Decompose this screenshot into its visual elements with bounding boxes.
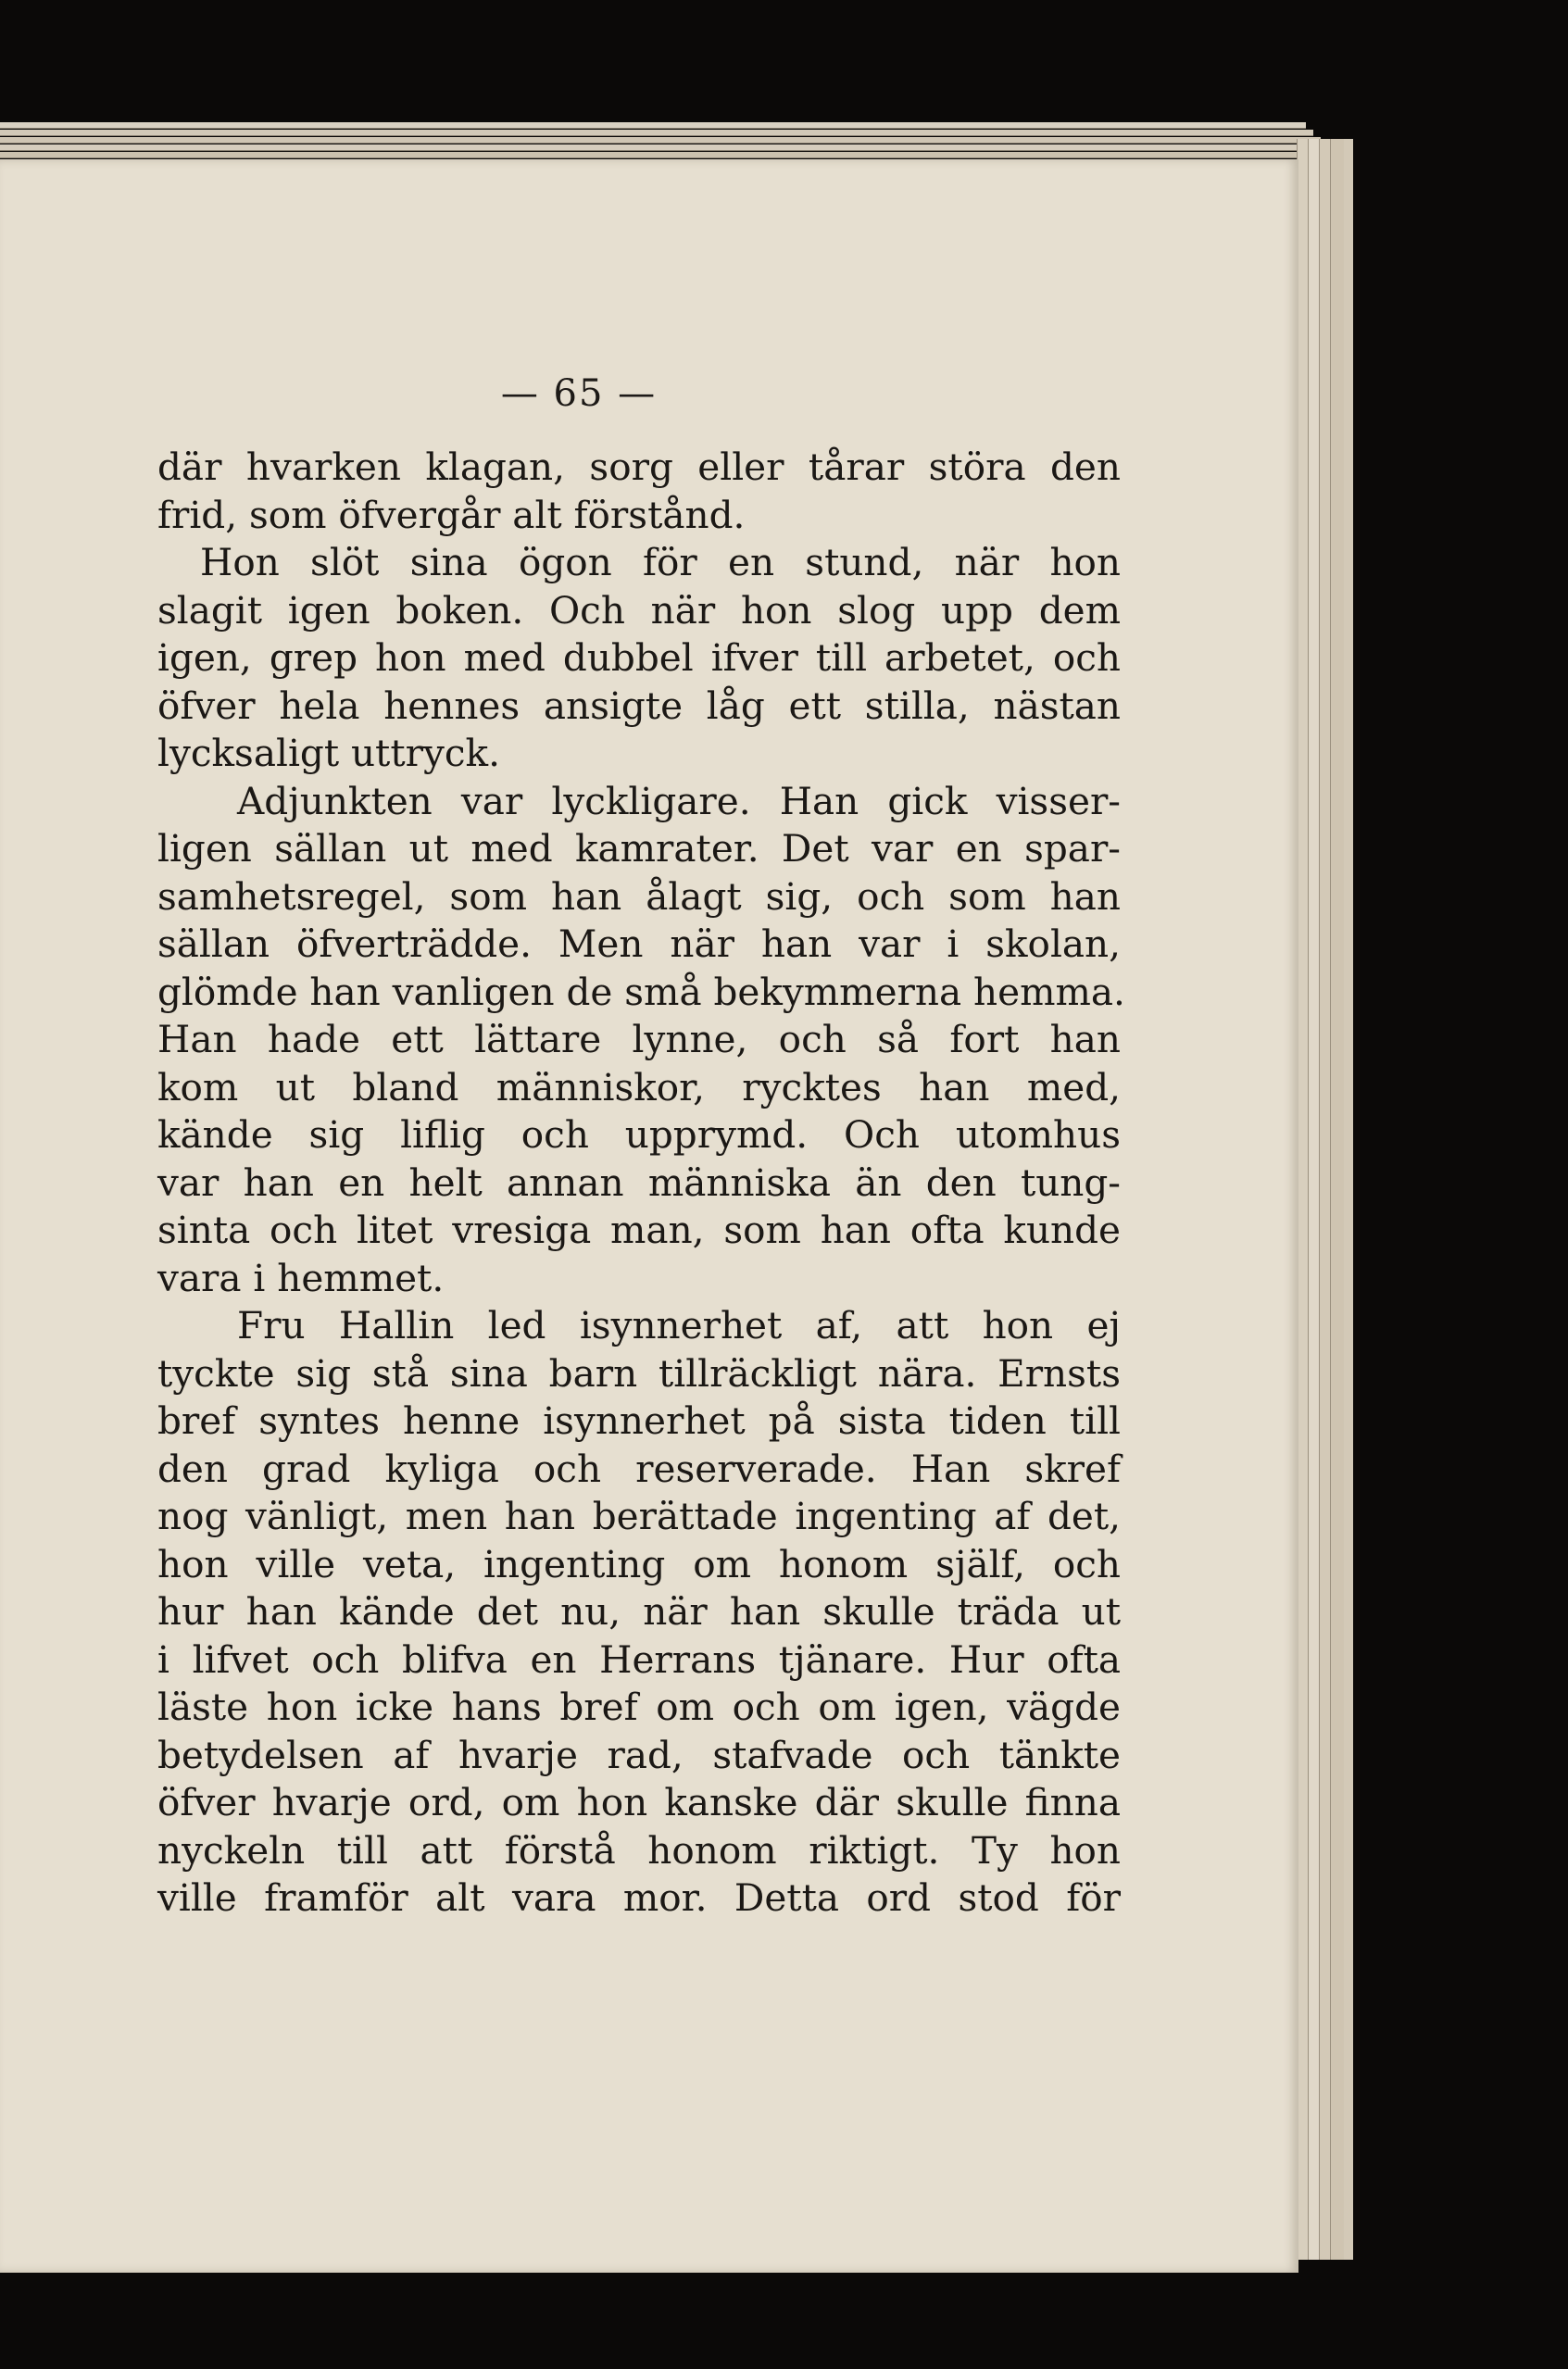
page-number: — 65 — bbox=[500, 372, 658, 415]
text-line: hur han kände det nu, när han skulle träda ut bbox=[157, 1589, 1121, 1634]
page-stack bbox=[1330, 139, 1344, 2260]
text-line: lycksaligt uttryck. bbox=[157, 731, 500, 775]
text-line: vara i hemmet. bbox=[157, 1255, 445, 1300]
text-line: Adjunkten var lyckligare. Han gick visser- bbox=[237, 778, 1121, 823]
text-line: Fru Hallin led isynnerhet af, att hon ej bbox=[237, 1303, 1121, 1347]
text-line: hon ville veta, ingenting om honom själf, och bbox=[157, 1541, 1121, 1586]
text-line: nyckeln till att förstå honom riktigt. Ty hon bbox=[157, 1827, 1121, 1873]
text-line: ville framför alt vara mor. Detta ord stod för bbox=[157, 1875, 1121, 1920]
page-edge bbox=[0, 130, 1313, 136]
page-edge bbox=[0, 137, 1321, 144]
text-line: tyckte sig stå sina barn tillräckligt nära. Ernsts bbox=[157, 1350, 1121, 1396]
text-line: i lifvet och blifva en Herrans tjänare. Hur ofta bbox=[157, 1636, 1121, 1682]
text-line: kände sig liflig och upprymd. Och utomhus bbox=[157, 1112, 1121, 1157]
text-line: nog vänligt, men han berättade ingenting af det, bbox=[157, 1494, 1121, 1538]
text-line: sällan öfverträdde. Men när han var i skolan, bbox=[157, 921, 1121, 966]
text-line: betydelsen af hvarje rad, stafvade och tänkte bbox=[157, 1732, 1121, 1777]
page-edge bbox=[0, 144, 1328, 151]
text-line: bref syntes henne isynnerhet på sista tiden till bbox=[157, 1398, 1121, 1443]
text-line: kom ut bland människor, rycktes han med, bbox=[157, 1064, 1121, 1109]
text-line: slagit igen boken. Och när hon slog upp dem bbox=[157, 587, 1121, 633]
page-edge bbox=[0, 122, 1306, 129]
text-line: öfver hvarje ord, om hon kanske där skulle finna bbox=[157, 1780, 1121, 1824]
text-line: Han hade ett lättare lynne, och så fort han bbox=[157, 1017, 1121, 1061]
text-line: öfver hela hennes ansigte låg ett stilla, nästan bbox=[157, 683, 1121, 728]
text-line: var han en helt annan människa än den tung- bbox=[157, 1159, 1121, 1205]
book-page bbox=[0, 159, 1298, 2273]
text-line: ligen sällan ut med kamrater. Det var en spar- bbox=[157, 826, 1121, 871]
text-line: där hvarken klagan, sorg eller tårar störa den bbox=[157, 445, 1121, 489]
text-line: Hon slöt sina ögon för en stund, när hon bbox=[200, 540, 1121, 584]
text-line: läste hon icke hans bref om och om igen, vägde bbox=[157, 1685, 1121, 1729]
text-line: glömde han vanligen de små bekymmerna hemma. bbox=[157, 969, 1125, 1014]
body-text bbox=[157, 444, 1125, 1923]
text-line: frid, som öfvergår alt förstånd. bbox=[157, 492, 746, 537]
page-edge bbox=[0, 152, 1336, 158]
text-line: sinta och litet vresiga man, som han ofta kunde bbox=[157, 1208, 1121, 1252]
text-line: igen, grep hon med dubbel ifver till arbetet, och bbox=[157, 635, 1121, 680]
text-line: samhetsregel, som han ålagt sig, och som han bbox=[157, 873, 1121, 919]
text-line: den grad kyliga och reserverade. Han skref bbox=[157, 1446, 1121, 1491]
